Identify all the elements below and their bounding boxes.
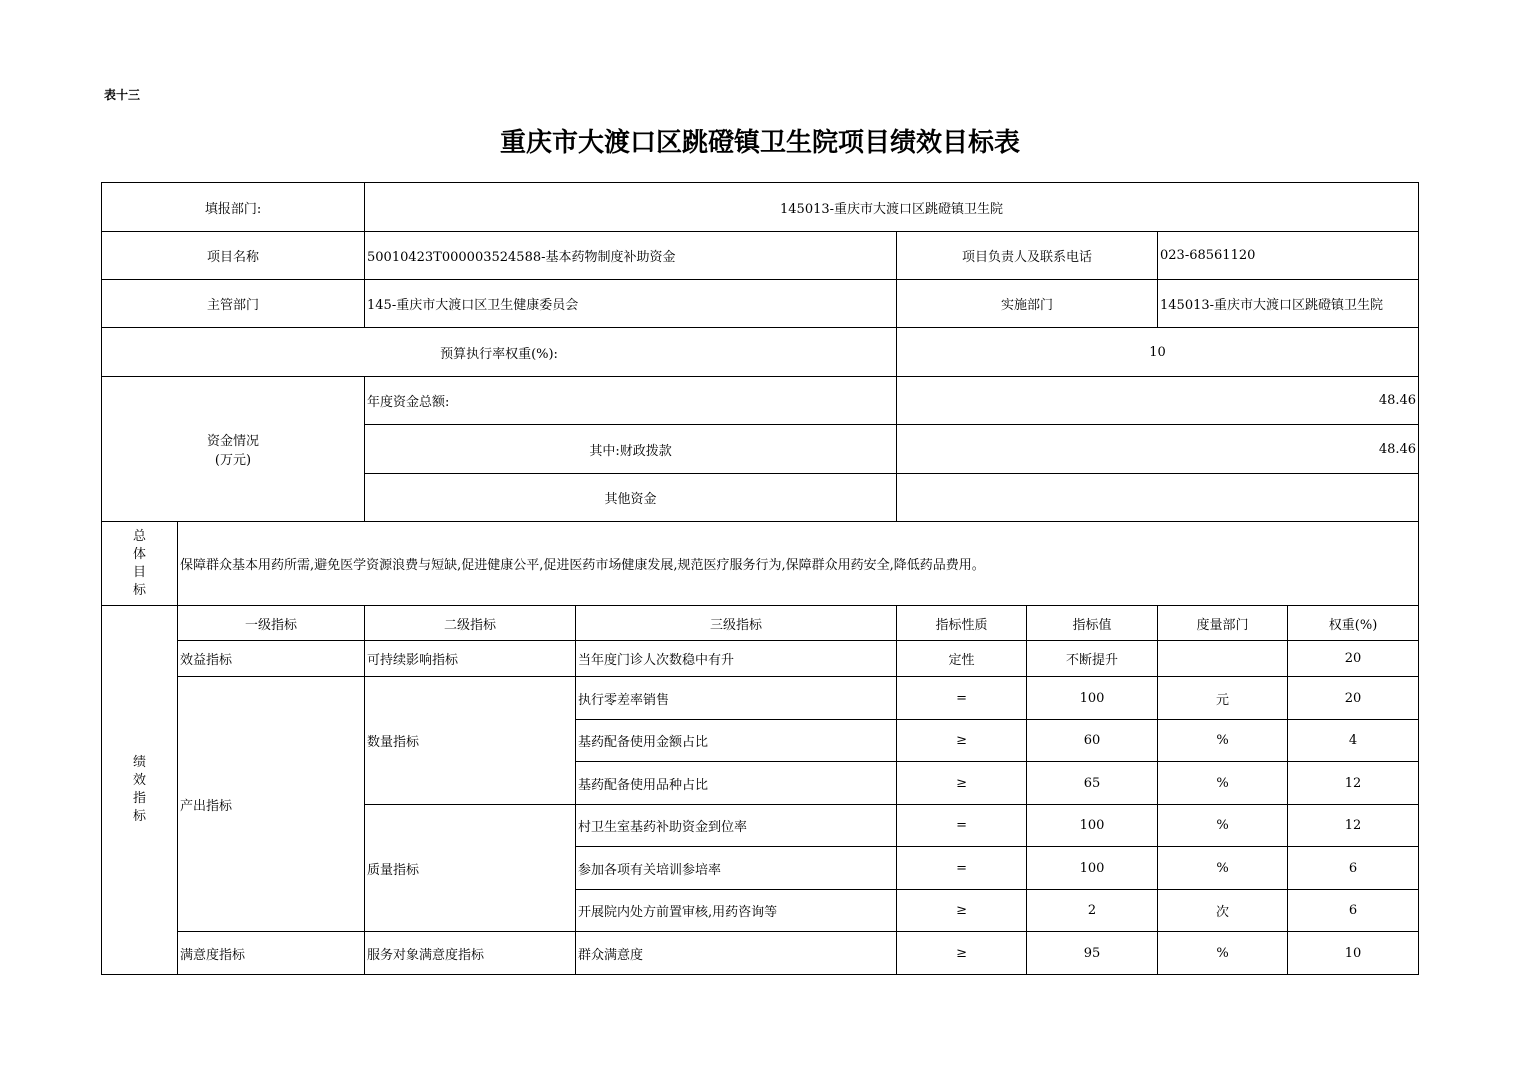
overall-goal-char: 目 bbox=[132, 564, 146, 580]
row-fill-dept bbox=[102, 183, 1419, 232]
nature-cell: ≥ bbox=[897, 890, 1027, 932]
row-project-name bbox=[102, 232, 1419, 280]
level2-cell: 质量指标 bbox=[365, 805, 576, 932]
impl-dept-label: 实施部门 bbox=[897, 280, 1158, 328]
level1-cell: 产出指标 bbox=[178, 677, 365, 932]
funds-label-line1: 资金情况 bbox=[207, 434, 260, 449]
unit-cell: % bbox=[1158, 805, 1288, 847]
table-number: 表十三 bbox=[104, 88, 141, 102]
table-row bbox=[102, 677, 1419, 720]
funds-total-label: 年度资金总额: bbox=[365, 377, 897, 425]
overall-goal-char: 总 bbox=[132, 528, 146, 544]
contact-value: 023-68561120 bbox=[1158, 232, 1419, 280]
weight-cell: 20 bbox=[1288, 677, 1419, 720]
impl-dept-value: 145013-重庆市大渡口区跳磴镇卫生院 bbox=[1158, 280, 1419, 328]
level3-cell: 开展院内处方前置审核,用药咨询等 bbox=[576, 890, 897, 932]
nature-cell: ≥ bbox=[897, 720, 1027, 762]
nature-cell: = bbox=[897, 677, 1027, 720]
level3-cell: 群众满意度 bbox=[576, 932, 897, 975]
weight-cell: 6 bbox=[1288, 847, 1419, 890]
funds-other-value bbox=[897, 474, 1419, 522]
col-header-value: 指标值 bbox=[1027, 606, 1158, 641]
col-header-level3: 三级指标 bbox=[576, 606, 897, 641]
level3-cell: 执行零差率销售 bbox=[576, 677, 897, 720]
value-cell: 2 bbox=[1027, 890, 1158, 932]
weight-cell: 12 bbox=[1288, 762, 1419, 805]
unit-cell: % bbox=[1158, 847, 1288, 890]
level3-cell: 基药配备使用金额占比 bbox=[576, 720, 897, 762]
funds-label-line2: (万元) bbox=[214, 453, 252, 468]
col-header-nature: 指标性质 bbox=[897, 606, 1027, 641]
row-overall-goal bbox=[102, 522, 1419, 606]
performance-indicator-char: 绩 bbox=[132, 755, 146, 770]
col-header-unit: 度量部门 bbox=[1158, 606, 1288, 641]
document-title: 重庆市大渡口区跳磴镇卫生院项目绩效目标表 bbox=[499, 128, 1020, 158]
nature-cell: = bbox=[897, 805, 1027, 847]
col-header-weight: 权重(%) bbox=[1288, 606, 1419, 641]
supervisor-value: 145-重庆市大渡口区卫生健康委员会 bbox=[365, 280, 897, 328]
funds-fiscal-value: 48.46 bbox=[897, 425, 1419, 474]
unit-cell: % bbox=[1158, 720, 1288, 762]
row-indicator-header bbox=[102, 606, 1419, 641]
project-name-value: 50010423T000003524588-基本药物制度补助资金 bbox=[365, 232, 897, 280]
funds-label bbox=[102, 377, 365, 522]
level2-cell: 服务对象满意度指标 bbox=[365, 932, 576, 975]
project-name-label: 项目名称 bbox=[102, 232, 365, 280]
weight-cell: 10 bbox=[1288, 932, 1419, 975]
row-funds-total bbox=[102, 377, 1419, 425]
value-cell: 100 bbox=[1027, 805, 1158, 847]
weight-cell: 4 bbox=[1288, 720, 1419, 762]
nature-cell: 定性 bbox=[897, 641, 1027, 677]
fill-dept-value: 145013-重庆市大渡口区跳磴镇卫生院 bbox=[365, 183, 1419, 232]
overall-goal-char: 标 bbox=[132, 582, 146, 598]
unit-cell: 元 bbox=[1158, 677, 1288, 720]
fill-dept-label: 填报部门: bbox=[102, 183, 365, 232]
nature-cell: = bbox=[897, 847, 1027, 890]
unit-cell bbox=[1158, 641, 1288, 677]
unit-cell: 次 bbox=[1158, 890, 1288, 932]
weight-cell: 6 bbox=[1288, 890, 1419, 932]
level3-cell: 参加各项有关培训参培率 bbox=[576, 847, 897, 890]
nature-cell: ≥ bbox=[897, 762, 1027, 805]
overall-goal-char: 体 bbox=[132, 546, 146, 562]
performance-indicator-char: 标 bbox=[132, 809, 146, 824]
level2-cell: 数量指标 bbox=[365, 677, 576, 805]
performance-indicator-char: 效 bbox=[132, 773, 146, 788]
overall-goal-label bbox=[102, 522, 178, 606]
col-header-level2: 二级指标 bbox=[365, 606, 576, 641]
col-header-level1: 一级指标 bbox=[178, 606, 365, 641]
row-supervisor bbox=[102, 280, 1419, 328]
table-row bbox=[102, 932, 1419, 975]
row-budget-weight bbox=[102, 328, 1419, 377]
weight-cell: 20 bbox=[1288, 641, 1419, 677]
nature-cell: ≥ bbox=[897, 932, 1027, 975]
unit-cell: % bbox=[1158, 762, 1288, 805]
supervisor-label: 主管部门 bbox=[102, 280, 365, 328]
table-row bbox=[102, 641, 1419, 677]
unit-cell: % bbox=[1158, 932, 1288, 975]
level1-cell: 满意度指标 bbox=[178, 932, 365, 975]
value-cell: 60 bbox=[1027, 720, 1158, 762]
value-cell: 100 bbox=[1027, 677, 1158, 720]
budget-weight-label: 预算执行率权重(%): bbox=[102, 328, 897, 377]
level3-cell: 当年度门诊人次数稳中有升 bbox=[576, 641, 897, 677]
contact-label: 项目负责人及联系电话 bbox=[897, 232, 1158, 280]
weight-cell: 12 bbox=[1288, 805, 1419, 847]
funds-fiscal-label: 其中:财政拨款 bbox=[365, 425, 897, 474]
funds-total-value: 48.46 bbox=[897, 377, 1419, 425]
level3-cell: 村卫生室基药补助资金到位率 bbox=[576, 805, 897, 847]
performance-indicator-char: 指 bbox=[132, 791, 146, 806]
value-cell: 100 bbox=[1027, 847, 1158, 890]
performance-indicator-label bbox=[102, 606, 178, 975]
budget-weight-value: 10 bbox=[897, 328, 1419, 377]
level1-cell: 效益指标 bbox=[178, 641, 365, 677]
level2-cell: 可持续影响指标 bbox=[365, 641, 576, 677]
value-cell: 95 bbox=[1027, 932, 1158, 975]
value-cell: 65 bbox=[1027, 762, 1158, 805]
value-cell: 不断提升 bbox=[1027, 641, 1158, 677]
level3-cell: 基药配备使用品种占比 bbox=[576, 762, 897, 805]
funds-other-label: 其他资金 bbox=[365, 474, 897, 522]
overall-goal-text: 保障群众基本用药所需,避免医学资源浪费与短缺,促进健康公平,促进医药市场健康发展,规范医疗服务行为,保障群众用药安全,降低药品费用。 bbox=[178, 522, 1419, 606]
performance-target-table bbox=[101, 182, 1419, 975]
